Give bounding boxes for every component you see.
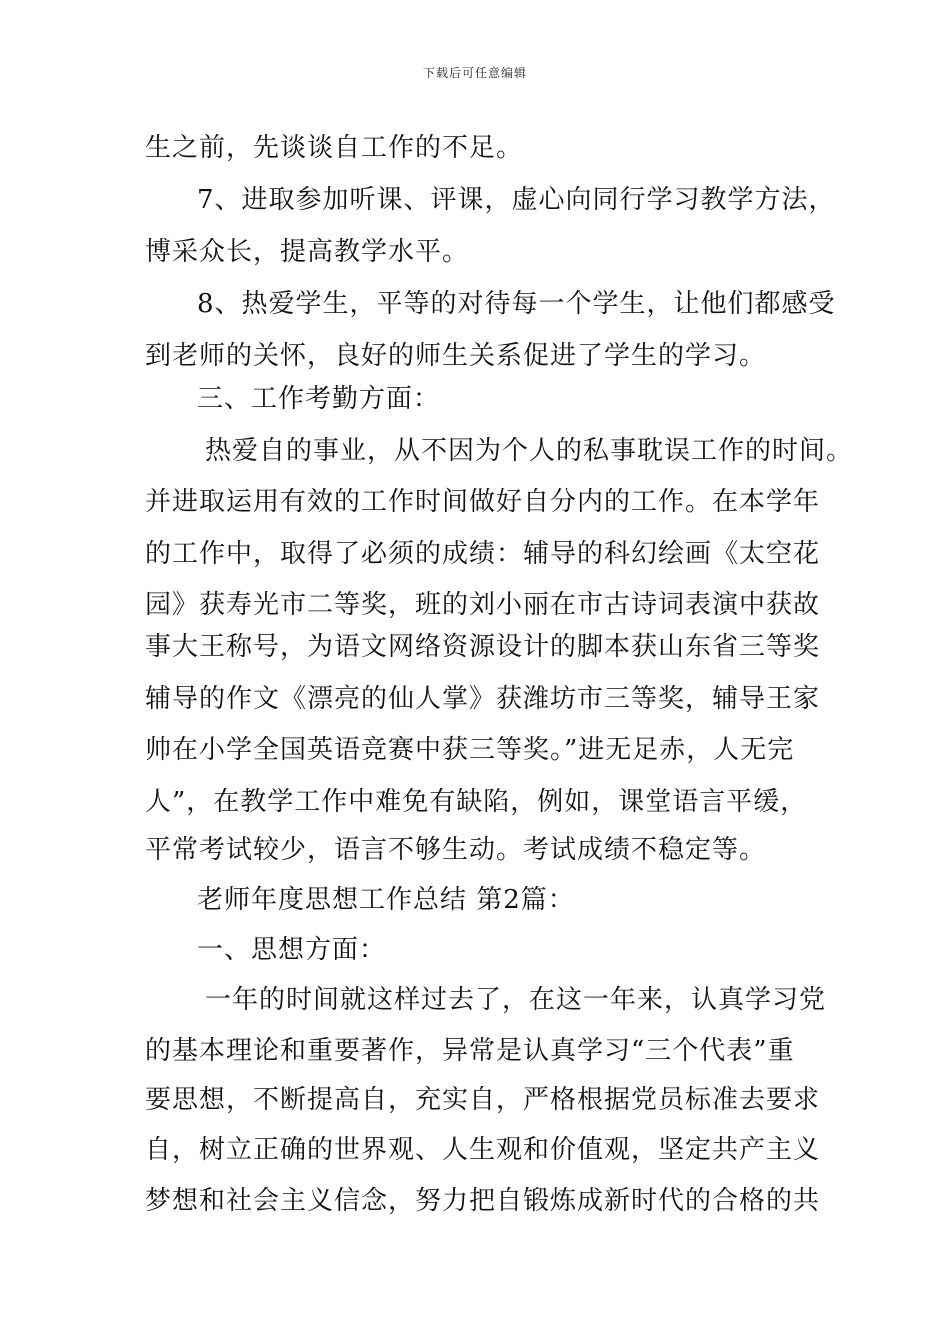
body-line: 事大王称号，为语文网络资源设计的脚本获山东省三等奖	[145, 632, 821, 662]
body-line: 一年的时间就这样过去了，在这一年来，认真学习党	[205, 985, 827, 1015]
body-line: 7、进取参加听课、评课，虚心向同行学习教学方法，	[197, 185, 836, 215]
body-line: 辅导的作文《漂亮的仙人掌》获潍坊市三等奖，辅导王家	[145, 684, 821, 714]
body-line: 人”，在教学工作中难免有缺陷，例如，课堂语言平缓，	[145, 787, 808, 817]
section-heading: 一、思想方面：	[197, 935, 387, 965]
body-line: 帅在小学全国英语竞赛中获三等奖。”进无足赤，人无完	[145, 735, 795, 765]
body-line: 的工作中，取得了必须的成绩：辅导的科幻绘画《太空花	[145, 539, 821, 569]
body-line: 的基本理论和重要著作，异常是认真学习“三个代表”重	[145, 1036, 795, 1066]
body-line: 园》获寿光市二等奖，班的刘小丽在市古诗词表演中获故	[145, 590, 821, 620]
article-title: 老师年度思想工作总结 第2篇：	[197, 885, 575, 915]
body-line: 8、热爱学生，平等的对待每一个学生，让他们都感受	[197, 289, 836, 319]
body-line: 平常考试较少，语言不够生动。考试成绩不稳定等。	[145, 835, 767, 865]
body-line: 并进取运用有效的工作时间做好自分内的工作。在本学年	[145, 487, 821, 517]
body-line: 到老师的关怀，良好的师生关系促进了学生的学习。	[145, 341, 767, 371]
body-line: 生之前，先谈谈自工作的不足。	[145, 133, 524, 163]
body-line: 要思想，不断提高自，充实自，严格根据党员标准去要求	[145, 1085, 821, 1115]
body-line: 梦想和社会主义信念，努力把自锻炼成新时代的合格的共	[145, 1186, 821, 1216]
page-header-watermark: 下载后可任意编辑	[422, 66, 527, 80]
body-line: 自，树立正确的世界观、人生观和价值观，坚定共产主义	[145, 1135, 821, 1165]
section-heading: 三、工作考勤方面：	[197, 384, 441, 414]
body-line: 热爱自的事业，从不因为个人的私事耽误工作的时间。	[205, 436, 854, 466]
body-line: 博采众长，提高教学水平。	[145, 237, 470, 267]
